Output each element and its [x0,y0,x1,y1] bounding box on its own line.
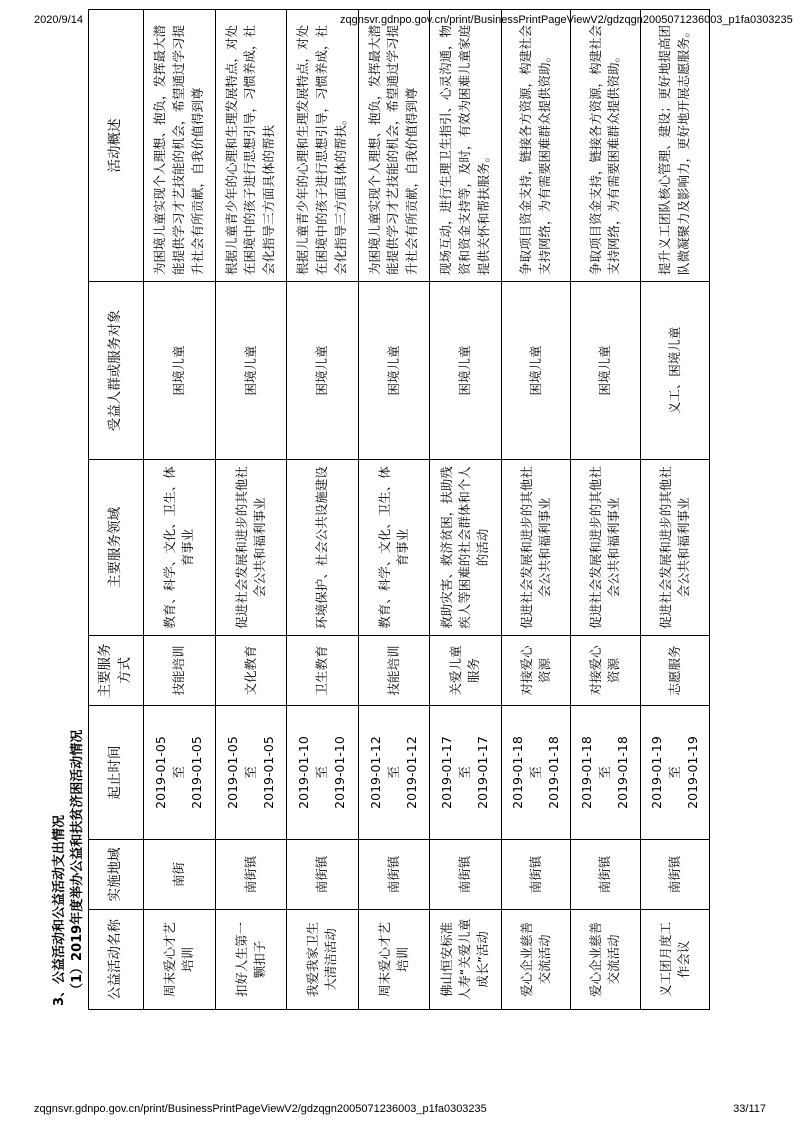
cell-region: 南街镇 [287,840,359,910]
header-method: 主要服务方式 [89,636,144,706]
period-to: 至 [242,766,258,779]
cell-target: 困境儿童 [358,282,430,460]
cell-target: 困境儿童 [287,282,359,460]
cell-method: 关爱儿童服务 [430,636,502,706]
cell-period [571,706,640,840]
period-end: 2019-01-05 [260,736,276,809]
period-to: 至 [527,766,543,779]
period-to: 至 [597,766,613,779]
cell-summary: 为困境儿童实现个人理想、抱负，发挥最大潜能提供学习才艺技能的机会，希望通过学习提升社会有所贡献，自我价值得到尊 [144,10,216,282]
cell-summary: 提升义工团队核心管理、建设；更好地提高团队微凝聚力及影响力，更好地开展志愿服务。 [640,10,710,282]
cell-method: 卫生教育 [287,636,359,706]
period-end: 2019-01-10 [332,736,348,809]
cell-period [501,706,570,840]
cell-summary: 现场互动，进行生理卫生指引、心灵沟通，物资和资金支持等，及时，有效为困难儿童家庭提供关怀和帮扶服务。 [430,10,502,282]
period-to: 至 [457,766,473,779]
cell-region: 南街镇 [640,840,710,910]
cell-activity-name: 爱心企业慈善交流活动 [571,910,640,1010]
print-url: zqgnsvr.gdnpo.gov.cn/print/BusinessPrintPageViewV2/gdzqgn2005071236003_p1fa0303235 [340,14,793,26]
table-body [144,10,710,1010]
table-row [215,10,287,1010]
cell-region: 南街镇 [215,840,287,910]
period-to: 至 [385,766,401,779]
cell-activity-name: 扣好人生第一颗扣子 [215,910,287,1010]
period-start: 2019-01-12 [367,736,383,809]
cell-region: 南街 [144,840,216,910]
section-title: 3、公益活动和公益活动支出情况 [52,814,67,1006]
cell-summary: 为困境儿童实现个人理想、抱负，发挥最大潜能提供学习才艺技能的机会，希望通过学习提升社会有所贡献，自我价值得到尊 [358,10,430,282]
cell-field: 教育、科学、文化、卫生、体育事业 [358,460,430,636]
cell-period [287,706,359,840]
period-end: 2019-01-18 [545,736,561,809]
cell-summary: 争取项目资金支持，链接各方资源，构建社会支持网络，为有需要困难群众提供资助。 [571,10,640,282]
cell-activity-name: 爱心企业慈善交流活动 [501,910,570,1010]
period-start: 2019-01-19 [648,736,664,809]
cell-target: 困境儿童 [215,282,287,460]
period-end: 2019-01-18 [615,736,631,809]
period-start: 2019-01-18 [509,736,525,809]
period-to: 至 [666,766,682,779]
table-row [571,10,640,1010]
cell-field: 促进社会发展和进步的其他社会公共和福利事业 [501,460,570,636]
period-end: 2019-01-05 [189,736,205,809]
cell-region: 南街镇 [430,840,502,910]
cell-summary: 争取项目资金支持，链接各方资源，构建社会支持网络，为有需要困难群众提供资助。 [501,10,570,282]
cell-activity-name: 周末爱心才艺培训 [358,910,430,1010]
cell-period [430,706,502,840]
cell-field: 促进社会发展和进步的其他社会公共和福利事业 [571,460,640,636]
cell-activity-name: 佛山恒安标准人寿“关爱儿童成长”活动 [430,910,502,1010]
period-to: 至 [171,766,187,779]
table-row [287,10,359,1010]
cell-method: 对接爱心资源 [501,636,570,706]
activity-table [88,9,710,1010]
cell-activity-name: 我爱我家卫生大清洁活动 [287,910,359,1010]
header-target: 受益人群或服务对象 [89,282,144,460]
print-date: 2020/9/14 [34,14,83,26]
table-header-row [89,10,144,1010]
table-row [430,10,502,1010]
header-activity-name: 公益活动名称 [89,910,144,1010]
cell-target: 义工、困境儿童 [640,282,710,460]
table-row [144,10,216,1010]
subsection-title: （1）2019年度举办公益和扶贫济困活动情况 [70,729,85,996]
cell-summary: 根据儿童青少年的心理和生理发展特点，对处在困境中的孩子进行思想引导，习惯养成，社会化指导三方面具体的帮扶 [215,10,287,282]
cell-target: 困境儿童 [571,282,640,460]
page-number: 33/117 [733,1103,766,1115]
cell-method: 对接爱心资源 [571,636,640,706]
cell-target: 困境儿童 [430,282,502,460]
header-summary: 活动概述 [89,10,144,282]
header-region: 实施地域 [89,840,144,910]
cell-region: 南街镇 [571,840,640,910]
period-start: 2019-01-17 [439,736,455,809]
rotated-page [48,10,708,1010]
cell-period [640,706,710,840]
period-end: 2019-01-12 [403,736,419,809]
table-row [501,10,570,1010]
period-end: 2019-01-19 [684,736,700,809]
cell-field: 促进社会发展和进步的其他社会公共和福利事业 [640,460,710,636]
period-start: 2019-01-10 [296,736,312,809]
period-start: 2019-01-05 [153,736,169,809]
header-field: 主要服务领域 [89,460,144,636]
cell-method: 技能培训 [358,636,430,706]
cell-field: 教育、科学、文化、卫生、体育事业 [144,460,216,636]
period-start: 2019-01-05 [224,736,240,809]
cell-target: 困境儿童 [501,282,570,460]
cell-field: 救助灾害、救济贫困，扶助残疾人等困难的社会群体和个人的活动 [430,460,502,636]
cell-field: 环境保护、社会公共设施建设 [287,460,359,636]
footer-url: zqgnsvr.gdnpo.gov.cn/print/BusinessPrintPageViewV2/gdzqgn2005071236003_p1fa0303235 [34,1103,487,1115]
period-end: 2019-01-17 [475,736,491,809]
cell-activity-name: 周末爱心才艺培训 [144,910,216,1010]
cell-period [144,706,216,840]
cell-target: 困境儿童 [144,282,216,460]
period-to: 至 [314,766,330,779]
period-start: 2019-01-18 [579,736,595,809]
cell-field: 促进社会发展和进步的其他社会公共和福利事业 [215,460,287,636]
header-period: 起止时间 [89,706,144,840]
table-row [358,10,430,1010]
cell-summary: 根据儿童青少年的心理和生理发展特点，对处在困境中的孩子进行思想引导，习惯养成，社会化指导三方面具体的帮扶。 [287,10,359,282]
cell-activity-name: 义工团月度工作会议 [640,910,710,1010]
table-row [640,10,710,1010]
cell-period [215,706,287,840]
cell-method: 技能培训 [144,636,216,706]
cell-method: 志愿服务 [640,636,710,706]
cell-period [358,706,430,840]
cell-region: 南街镇 [501,840,570,910]
cell-region: 南街镇 [358,840,430,910]
cell-method: 文化教育 [215,636,287,706]
